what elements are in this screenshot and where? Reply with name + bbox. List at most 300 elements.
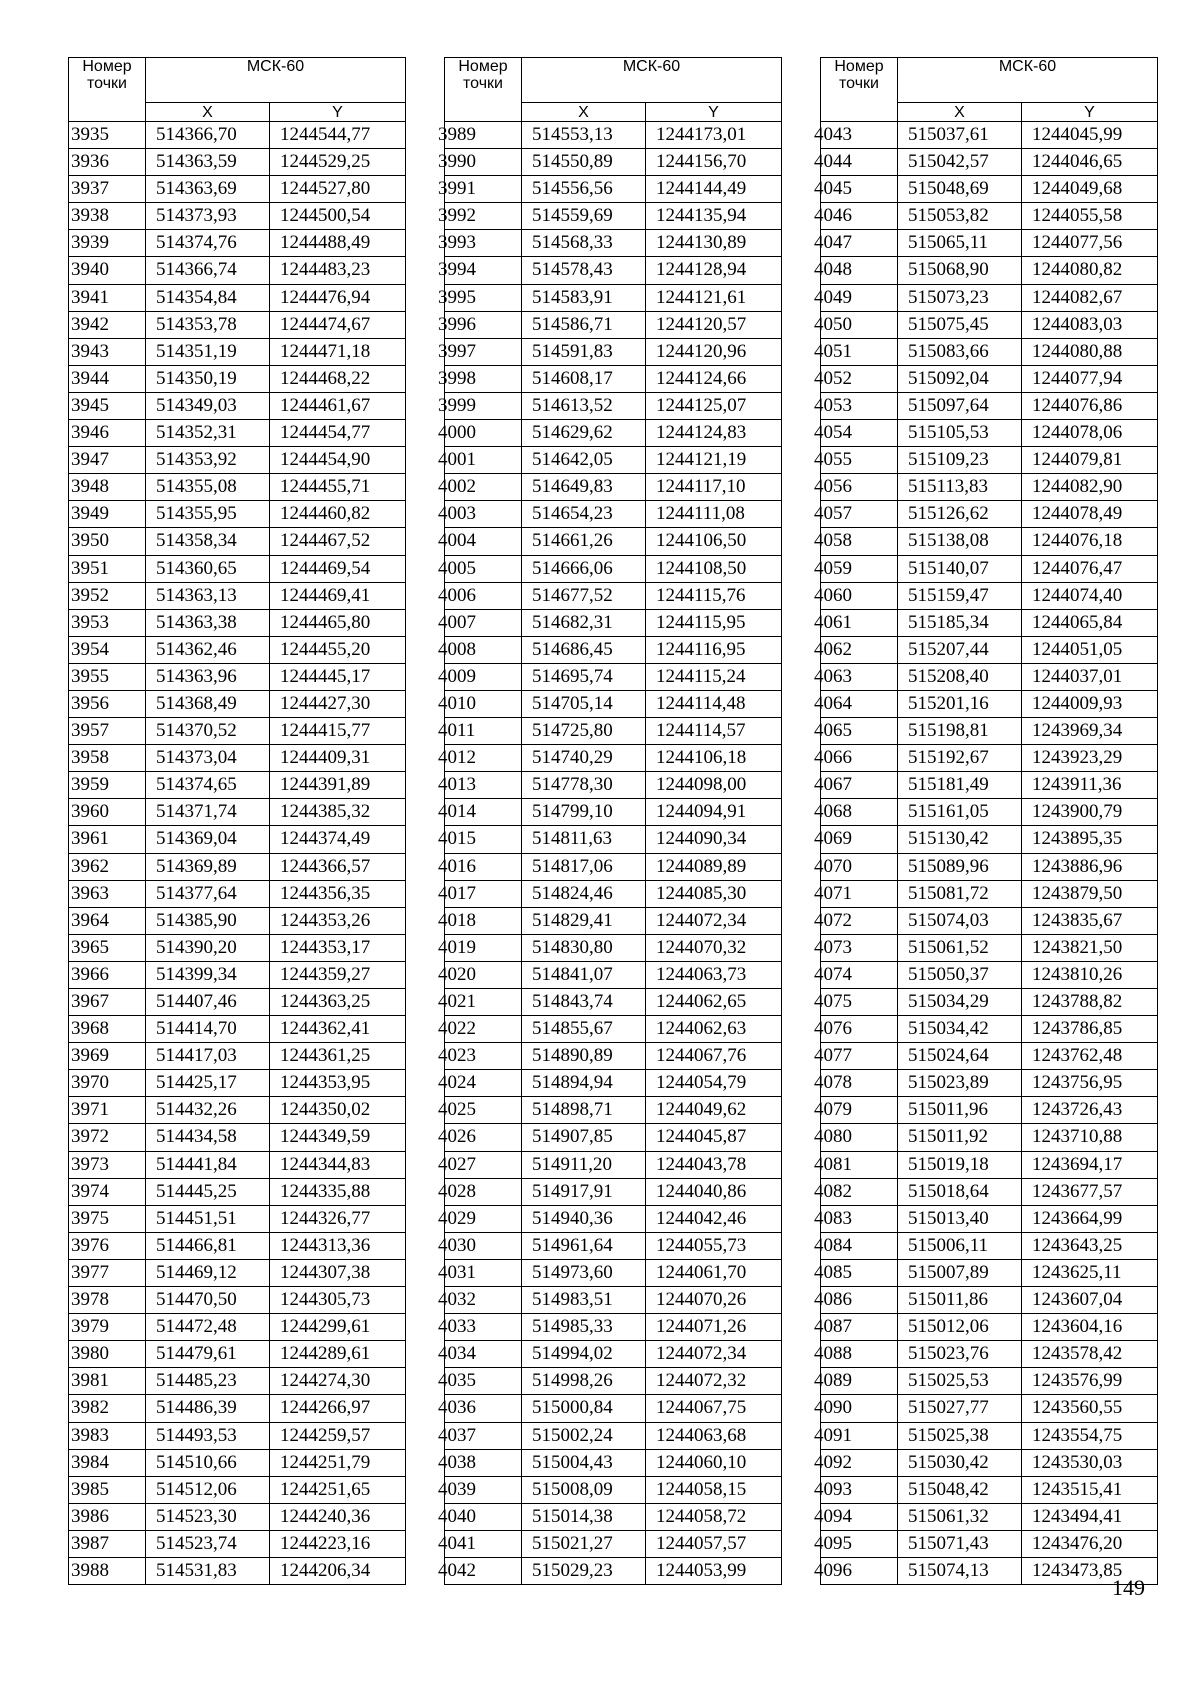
table-row bbox=[69, 1151, 406, 1178]
x-coordinate-cell: 515097,64 bbox=[898, 392, 1022, 419]
point-number-cell: 4032 bbox=[445, 1287, 522, 1314]
x-coordinate-cell: 515004,43 bbox=[522, 1449, 646, 1476]
x-coordinate-cell: 515023,89 bbox=[898, 1070, 1022, 1097]
y-coordinate-cell: 1244070,32 bbox=[646, 934, 782, 961]
y-coordinate-cell: 1244114,48 bbox=[646, 690, 782, 717]
y-coordinate-cell: 1244117,10 bbox=[646, 474, 782, 501]
point-number-cell: 3946 bbox=[69, 420, 146, 447]
point-number-cell: 4076 bbox=[821, 1016, 898, 1043]
table-row bbox=[445, 989, 782, 1016]
x-coordinate-cell: 514368,49 bbox=[146, 690, 270, 717]
table-row bbox=[69, 1476, 406, 1503]
table-row bbox=[445, 1557, 782, 1584]
point-number-cell: 3959 bbox=[69, 772, 146, 799]
table-row bbox=[69, 284, 406, 311]
table-row bbox=[445, 907, 782, 934]
x-coordinate-cell: 514898,71 bbox=[522, 1097, 646, 1124]
x-coordinate-cell: 515011,86 bbox=[898, 1287, 1022, 1314]
y-coordinate-cell: 1243821,50 bbox=[1022, 934, 1158, 961]
point-number-cell: 3970 bbox=[69, 1070, 146, 1097]
point-number-cell: 4021 bbox=[445, 989, 522, 1016]
point-number-cell: 4049 bbox=[821, 284, 898, 311]
table-row bbox=[445, 718, 782, 745]
point-number-cell: 4089 bbox=[821, 1368, 898, 1395]
x-coordinate-cell: 514642,05 bbox=[522, 447, 646, 474]
table-row bbox=[69, 934, 406, 961]
table-row bbox=[821, 1422, 1158, 1449]
point-number-cell: 3960 bbox=[69, 799, 146, 826]
x-coordinate-cell: 514677,52 bbox=[522, 582, 646, 609]
point-number-cell: 3938 bbox=[69, 203, 146, 230]
point-number-cell: 4081 bbox=[821, 1151, 898, 1178]
x-coordinate-cell: 515130,42 bbox=[898, 826, 1022, 853]
table-row bbox=[821, 230, 1158, 257]
point-number-cell: 3955 bbox=[69, 663, 146, 690]
x-coordinate-cell: 514417,03 bbox=[146, 1043, 270, 1070]
y-coordinate-cell: 1244090,34 bbox=[646, 826, 782, 853]
table-row bbox=[821, 311, 1158, 338]
x-coordinate-cell: 514432,26 bbox=[146, 1097, 270, 1124]
point-number-cell: 3972 bbox=[69, 1124, 146, 1151]
point-number-cell: 3961 bbox=[69, 826, 146, 853]
point-number-cell: 3954 bbox=[69, 636, 146, 663]
x-coordinate-cell: 514355,08 bbox=[146, 474, 270, 501]
y-coordinate-cell: 1244082,67 bbox=[1022, 284, 1158, 311]
table-row bbox=[69, 880, 406, 907]
y-coordinate-cell: 1244072,34 bbox=[646, 907, 782, 934]
table-row bbox=[69, 122, 406, 149]
table-row bbox=[445, 149, 782, 176]
x-coordinate-cell: 514961,64 bbox=[522, 1232, 646, 1259]
table-row bbox=[69, 961, 406, 988]
table-row bbox=[821, 772, 1158, 799]
table-row bbox=[821, 1530, 1158, 1557]
x-coordinate-cell: 514799,10 bbox=[522, 799, 646, 826]
table-row bbox=[69, 609, 406, 636]
y-coordinate-cell: 1243476,20 bbox=[1022, 1530, 1158, 1557]
x-coordinate-cell: 514358,34 bbox=[146, 528, 270, 555]
point-number-cell: 4042 bbox=[445, 1557, 522, 1584]
y-coordinate-cell: 1244366,57 bbox=[270, 853, 406, 880]
point-number-cell: 4026 bbox=[445, 1124, 522, 1151]
y-coordinate-cell: 1243530,03 bbox=[1022, 1449, 1158, 1476]
y-coordinate-cell: 1244359,27 bbox=[270, 961, 406, 988]
table-row bbox=[821, 1070, 1158, 1097]
y-coordinate-cell: 1244046,65 bbox=[1022, 149, 1158, 176]
y-coordinate-cell: 1244121,19 bbox=[646, 447, 782, 474]
point-number-cell: 3963 bbox=[69, 880, 146, 907]
table-row bbox=[445, 1341, 782, 1368]
x-coordinate-cell: 514829,41 bbox=[522, 907, 646, 934]
table-row bbox=[821, 853, 1158, 880]
point-number-cell: 4052 bbox=[821, 365, 898, 392]
table-row bbox=[69, 826, 406, 853]
x-coordinate-cell: 514682,31 bbox=[522, 609, 646, 636]
point-number-cell: 4041 bbox=[445, 1530, 522, 1557]
table-row bbox=[445, 1178, 782, 1205]
point-number-cell: 4056 bbox=[821, 474, 898, 501]
x-coordinate-cell: 514568,33 bbox=[522, 230, 646, 257]
point-number-cell: 4028 bbox=[445, 1178, 522, 1205]
point-number-cell: 3994 bbox=[445, 257, 522, 284]
x-coordinate-cell: 515030,42 bbox=[898, 1449, 1022, 1476]
y-coordinate-cell: 1244299,61 bbox=[270, 1314, 406, 1341]
point-number-cell: 3956 bbox=[69, 690, 146, 717]
x-coordinate-cell: 515048,42 bbox=[898, 1476, 1022, 1503]
y-coordinate-cell: 1244454,77 bbox=[270, 420, 406, 447]
table-row bbox=[821, 1314, 1158, 1341]
table-row bbox=[445, 1476, 782, 1503]
table-row bbox=[821, 203, 1158, 230]
point-number-cell: 4039 bbox=[445, 1476, 522, 1503]
coordinate-system-header: МСК-60 bbox=[146, 58, 406, 103]
point-number-cell: 4092 bbox=[821, 1449, 898, 1476]
x-coordinate-cell: 515023,76 bbox=[898, 1341, 1022, 1368]
table-row bbox=[69, 1530, 406, 1557]
x-coordinate-cell: 515185,34 bbox=[898, 609, 1022, 636]
x-coordinate-cell: 514817,06 bbox=[522, 853, 646, 880]
y-coordinate-cell: 1243886,96 bbox=[1022, 853, 1158, 880]
y-coordinate-cell: 1244455,20 bbox=[270, 636, 406, 663]
x-coordinate-cell: 514369,04 bbox=[146, 826, 270, 853]
y-coordinate-cell: 1244385,32 bbox=[270, 799, 406, 826]
x-coordinate-cell: 514686,45 bbox=[522, 636, 646, 663]
x-coordinate-cell: 514479,61 bbox=[146, 1341, 270, 1368]
y-coordinate-cell: 1244445,17 bbox=[270, 663, 406, 690]
point-number-cell: 4022 bbox=[445, 1016, 522, 1043]
point-number-cell: 3988 bbox=[69, 1557, 146, 1584]
y-coordinate-cell: 1244082,90 bbox=[1022, 474, 1158, 501]
table-row bbox=[69, 555, 406, 582]
x-coordinate-cell: 515126,62 bbox=[898, 501, 1022, 528]
point-number-header: Номер точки bbox=[69, 58, 146, 122]
y-coordinate-cell: 1244114,57 bbox=[646, 718, 782, 745]
table-row bbox=[821, 1476, 1158, 1503]
table-row bbox=[821, 365, 1158, 392]
x-coordinate-cell: 514485,23 bbox=[146, 1368, 270, 1395]
table-row bbox=[445, 528, 782, 555]
table-row bbox=[445, 365, 782, 392]
x-coordinate-cell: 515192,67 bbox=[898, 745, 1022, 772]
y-coordinate-cell: 1244080,88 bbox=[1022, 338, 1158, 365]
table-row bbox=[69, 149, 406, 176]
point-number-cell: 4096 bbox=[821, 1557, 898, 1584]
y-coordinate-cell: 1244130,89 bbox=[646, 230, 782, 257]
point-number-cell: 3941 bbox=[69, 284, 146, 311]
table-row bbox=[445, 961, 782, 988]
point-number-cell: 4031 bbox=[445, 1259, 522, 1286]
x-coordinate-cell: 515068,90 bbox=[898, 257, 1022, 284]
table-row bbox=[445, 609, 782, 636]
x-coordinate-cell: 514369,89 bbox=[146, 853, 270, 880]
point-number-cell: 3936 bbox=[69, 149, 146, 176]
x-coordinate-cell: 515008,09 bbox=[522, 1476, 646, 1503]
point-number-cell: 3980 bbox=[69, 1341, 146, 1368]
point-number-cell: 4095 bbox=[821, 1530, 898, 1557]
y-coordinate-cell: 1244116,95 bbox=[646, 636, 782, 663]
y-coordinate-cell: 1243762,48 bbox=[1022, 1043, 1158, 1070]
point-number-cell: 3983 bbox=[69, 1422, 146, 1449]
point-number-cell: 4025 bbox=[445, 1097, 522, 1124]
table-row bbox=[821, 1503, 1158, 1530]
table-row bbox=[821, 1395, 1158, 1422]
x-coordinate-cell: 514353,92 bbox=[146, 447, 270, 474]
x-coordinate-cell: 514550,89 bbox=[522, 149, 646, 176]
y-coordinate-cell: 1244076,18 bbox=[1022, 528, 1158, 555]
point-number-cell: 4073 bbox=[821, 934, 898, 961]
coordinates-table-1 bbox=[68, 57, 406, 1585]
y-coordinate-cell: 1243473,85 bbox=[1022, 1557, 1158, 1584]
x-coordinate-cell: 514940,36 bbox=[522, 1205, 646, 1232]
y-coordinate-cell: 1244009,93 bbox=[1022, 690, 1158, 717]
x-coordinate-cell: 515071,43 bbox=[898, 1530, 1022, 1557]
table-row bbox=[445, 230, 782, 257]
table-row bbox=[69, 420, 406, 447]
point-number-cell: 4011 bbox=[445, 718, 522, 745]
y-coordinate-cell: 1244467,52 bbox=[270, 528, 406, 555]
point-number-cell: 4075 bbox=[821, 989, 898, 1016]
x-coordinate-cell: 514472,48 bbox=[146, 1314, 270, 1341]
x-coordinate-cell: 514811,63 bbox=[522, 826, 646, 853]
point-number-cell: 3951 bbox=[69, 555, 146, 582]
point-number-cell: 4054 bbox=[821, 420, 898, 447]
table-row bbox=[821, 1124, 1158, 1151]
table-row bbox=[821, 122, 1158, 149]
x-coordinate-cell: 514725,80 bbox=[522, 718, 646, 745]
x-coordinate-cell: 514363,96 bbox=[146, 663, 270, 690]
point-number-cell: 4038 bbox=[445, 1449, 522, 1476]
y-coordinate-cell: 1244054,79 bbox=[646, 1070, 782, 1097]
table-row bbox=[821, 420, 1158, 447]
table-row bbox=[69, 1043, 406, 1070]
point-number-cell: 3971 bbox=[69, 1097, 146, 1124]
y-coordinate-cell: 1243515,41 bbox=[1022, 1476, 1158, 1503]
table-row bbox=[821, 1449, 1158, 1476]
x-coordinate-cell: 514583,91 bbox=[522, 284, 646, 311]
point-number-cell: 3949 bbox=[69, 501, 146, 528]
y-coordinate-cell: 1243810,26 bbox=[1022, 961, 1158, 988]
y-coordinate-cell: 1244173,01 bbox=[646, 122, 782, 149]
table-row bbox=[821, 934, 1158, 961]
x-coordinate-cell: 514486,39 bbox=[146, 1395, 270, 1422]
x-coordinate-cell: 515161,05 bbox=[898, 799, 1022, 826]
table-row bbox=[821, 338, 1158, 365]
y-coordinate-cell: 1244240,36 bbox=[270, 1503, 406, 1530]
table-row bbox=[821, 1043, 1158, 1070]
table-row bbox=[821, 582, 1158, 609]
y-coordinate-cell: 1243664,99 bbox=[1022, 1205, 1158, 1232]
table-row bbox=[821, 907, 1158, 934]
x-coordinate-cell: 514434,58 bbox=[146, 1124, 270, 1151]
point-number-cell: 4030 bbox=[445, 1232, 522, 1259]
y-coordinate-cell: 1244080,82 bbox=[1022, 257, 1158, 284]
table-row bbox=[445, 1530, 782, 1557]
y-coordinate-cell: 1244078,06 bbox=[1022, 420, 1158, 447]
point-number-cell: 4066 bbox=[821, 745, 898, 772]
y-coordinate-cell: 1244223,16 bbox=[270, 1530, 406, 1557]
point-number-cell: 4010 bbox=[445, 690, 522, 717]
table-row bbox=[821, 1178, 1158, 1205]
point-number-cell: 4034 bbox=[445, 1341, 522, 1368]
table-row bbox=[69, 663, 406, 690]
table-row bbox=[445, 311, 782, 338]
y-coordinate-cell: 1243494,41 bbox=[1022, 1503, 1158, 1530]
y-coordinate-cell: 1244474,67 bbox=[270, 311, 406, 338]
table-row bbox=[821, 799, 1158, 826]
y-coordinate-cell: 1244063,73 bbox=[646, 961, 782, 988]
x-coordinate-cell: 514578,43 bbox=[522, 257, 646, 284]
table-row bbox=[69, 690, 406, 717]
point-number-cell: 4069 bbox=[821, 826, 898, 853]
y-coordinate-cell: 1244074,40 bbox=[1022, 582, 1158, 609]
x-header: X bbox=[146, 103, 270, 122]
y-coordinate-cell: 1244415,77 bbox=[270, 718, 406, 745]
y-coordinate-cell: 1244067,76 bbox=[646, 1043, 782, 1070]
x-coordinate-cell: 515081,72 bbox=[898, 880, 1022, 907]
point-number-cell: 4035 bbox=[445, 1368, 522, 1395]
point-number-cell: 3965 bbox=[69, 934, 146, 961]
point-number-cell: 4004 bbox=[445, 528, 522, 555]
y-coordinate-cell: 1244065,84 bbox=[1022, 609, 1158, 636]
x-coordinate-cell: 514553,13 bbox=[522, 122, 646, 149]
point-number-cell: 4071 bbox=[821, 880, 898, 907]
x-coordinate-cell: 515074,03 bbox=[898, 907, 1022, 934]
table-row bbox=[821, 149, 1158, 176]
point-number-cell: 3937 bbox=[69, 176, 146, 203]
table-row bbox=[69, 1232, 406, 1259]
y-coordinate-cell: 1244144,49 bbox=[646, 176, 782, 203]
x-coordinate-cell: 514917,91 bbox=[522, 1178, 646, 1205]
y-header: Y bbox=[270, 103, 406, 122]
point-number-cell: 4072 bbox=[821, 907, 898, 934]
y-coordinate-cell: 1244078,49 bbox=[1022, 501, 1158, 528]
x-coordinate-cell: 515027,77 bbox=[898, 1395, 1022, 1422]
y-coordinate-cell: 1244465,80 bbox=[270, 609, 406, 636]
table-row bbox=[821, 1259, 1158, 1286]
table-row bbox=[821, 826, 1158, 853]
x-coordinate-cell: 515042,57 bbox=[898, 149, 1022, 176]
x-coordinate-cell: 515109,23 bbox=[898, 447, 1022, 474]
point-number-cell: 4094 bbox=[821, 1503, 898, 1530]
point-number-cell: 3981 bbox=[69, 1368, 146, 1395]
y-coordinate-cell: 1244120,96 bbox=[646, 338, 782, 365]
point-number-cell: 3984 bbox=[69, 1449, 146, 1476]
x-coordinate-cell: 514469,12 bbox=[146, 1259, 270, 1286]
x-coordinate-cell: 515014,38 bbox=[522, 1503, 646, 1530]
point-number-cell: 4065 bbox=[821, 718, 898, 745]
point-number-cell: 4029 bbox=[445, 1205, 522, 1232]
x-header: X bbox=[522, 103, 646, 122]
table-row bbox=[821, 257, 1158, 284]
point-number-cell: 4079 bbox=[821, 1097, 898, 1124]
x-coordinate-cell: 514370,52 bbox=[146, 718, 270, 745]
point-number-cell: 4001 bbox=[445, 447, 522, 474]
y-coordinate-cell: 1244350,02 bbox=[270, 1097, 406, 1124]
x-coordinate-cell: 514363,69 bbox=[146, 176, 270, 203]
x-coordinate-cell: 515138,08 bbox=[898, 528, 1022, 555]
table-row bbox=[445, 1097, 782, 1124]
y-coordinate-cell: 1244108,50 bbox=[646, 555, 782, 582]
table-row bbox=[821, 447, 1158, 474]
x-coordinate-cell: 515007,89 bbox=[898, 1259, 1022, 1286]
point-number-cell: 4057 bbox=[821, 501, 898, 528]
x-coordinate-cell: 514373,04 bbox=[146, 745, 270, 772]
table-row bbox=[69, 1259, 406, 1286]
table-row bbox=[445, 1124, 782, 1151]
table-row bbox=[445, 826, 782, 853]
y-coordinate-cell: 1244361,25 bbox=[270, 1043, 406, 1070]
y-coordinate-cell: 1244251,65 bbox=[270, 1476, 406, 1503]
point-number-cell: 3977 bbox=[69, 1259, 146, 1286]
x-coordinate-cell: 514366,74 bbox=[146, 257, 270, 284]
y-coordinate-cell: 1244349,59 bbox=[270, 1124, 406, 1151]
x-coordinate-cell: 514374,65 bbox=[146, 772, 270, 799]
table-row bbox=[69, 338, 406, 365]
y-coordinate-cell: 1244070,26 bbox=[646, 1287, 782, 1314]
point-number-cell: 3948 bbox=[69, 474, 146, 501]
y-coordinate-cell: 1243607,04 bbox=[1022, 1287, 1158, 1314]
y-coordinate-cell: 1243879,50 bbox=[1022, 880, 1158, 907]
table-row bbox=[69, 1341, 406, 1368]
x-coordinate-cell: 514362,46 bbox=[146, 636, 270, 663]
y-coordinate-cell: 1244124,66 bbox=[646, 365, 782, 392]
x-coordinate-cell: 514363,59 bbox=[146, 149, 270, 176]
table-row bbox=[69, 1070, 406, 1097]
x-coordinate-cell: 514705,14 bbox=[522, 690, 646, 717]
point-number-cell: 4016 bbox=[445, 853, 522, 880]
point-number-cell: 4093 bbox=[821, 1476, 898, 1503]
table-row bbox=[821, 176, 1158, 203]
y-coordinate-cell: 1244115,24 bbox=[646, 663, 782, 690]
table-row bbox=[445, 690, 782, 717]
point-number-cell: 3969 bbox=[69, 1043, 146, 1070]
point-number-cell: 4020 bbox=[445, 961, 522, 988]
point-number-cell: 3975 bbox=[69, 1205, 146, 1232]
table-row bbox=[445, 1070, 782, 1097]
table-row bbox=[445, 176, 782, 203]
y-coordinate-cell: 1244454,90 bbox=[270, 447, 406, 474]
x-coordinate-cell: 515050,37 bbox=[898, 961, 1022, 988]
table-row bbox=[445, 1503, 782, 1530]
point-number-cell: 3985 bbox=[69, 1476, 146, 1503]
point-number-cell: 3950 bbox=[69, 528, 146, 555]
y-coordinate-cell: 1244125,07 bbox=[646, 392, 782, 419]
x-coordinate-cell: 514366,70 bbox=[146, 122, 270, 149]
x-coordinate-cell: 514661,26 bbox=[522, 528, 646, 555]
table-row bbox=[445, 1016, 782, 1043]
table-row bbox=[69, 1314, 406, 1341]
y-coordinate-cell: 1244353,17 bbox=[270, 934, 406, 961]
x-coordinate-cell: 515025,53 bbox=[898, 1368, 1022, 1395]
x-coordinate-cell: 515208,40 bbox=[898, 663, 1022, 690]
x-coordinate-cell: 515013,40 bbox=[898, 1205, 1022, 1232]
y-coordinate-cell: 1244042,46 bbox=[646, 1205, 782, 1232]
point-number-cell: 3978 bbox=[69, 1287, 146, 1314]
y-coordinate-cell: 1244353,26 bbox=[270, 907, 406, 934]
table-row bbox=[69, 718, 406, 745]
x-coordinate-cell: 514894,94 bbox=[522, 1070, 646, 1097]
y-coordinate-cell: 1243578,42 bbox=[1022, 1341, 1158, 1368]
point-number-cell: 4024 bbox=[445, 1070, 522, 1097]
y-coordinate-cell: 1244055,58 bbox=[1022, 203, 1158, 230]
x-coordinate-cell: 514445,25 bbox=[146, 1178, 270, 1205]
table-row bbox=[69, 1016, 406, 1043]
x-coordinate-cell: 514441,84 bbox=[146, 1151, 270, 1178]
point-number-cell: 3940 bbox=[69, 257, 146, 284]
y-coordinate-cell: 1244471,18 bbox=[270, 338, 406, 365]
point-number-cell: 3944 bbox=[69, 365, 146, 392]
y-coordinate-cell: 1244500,54 bbox=[270, 203, 406, 230]
